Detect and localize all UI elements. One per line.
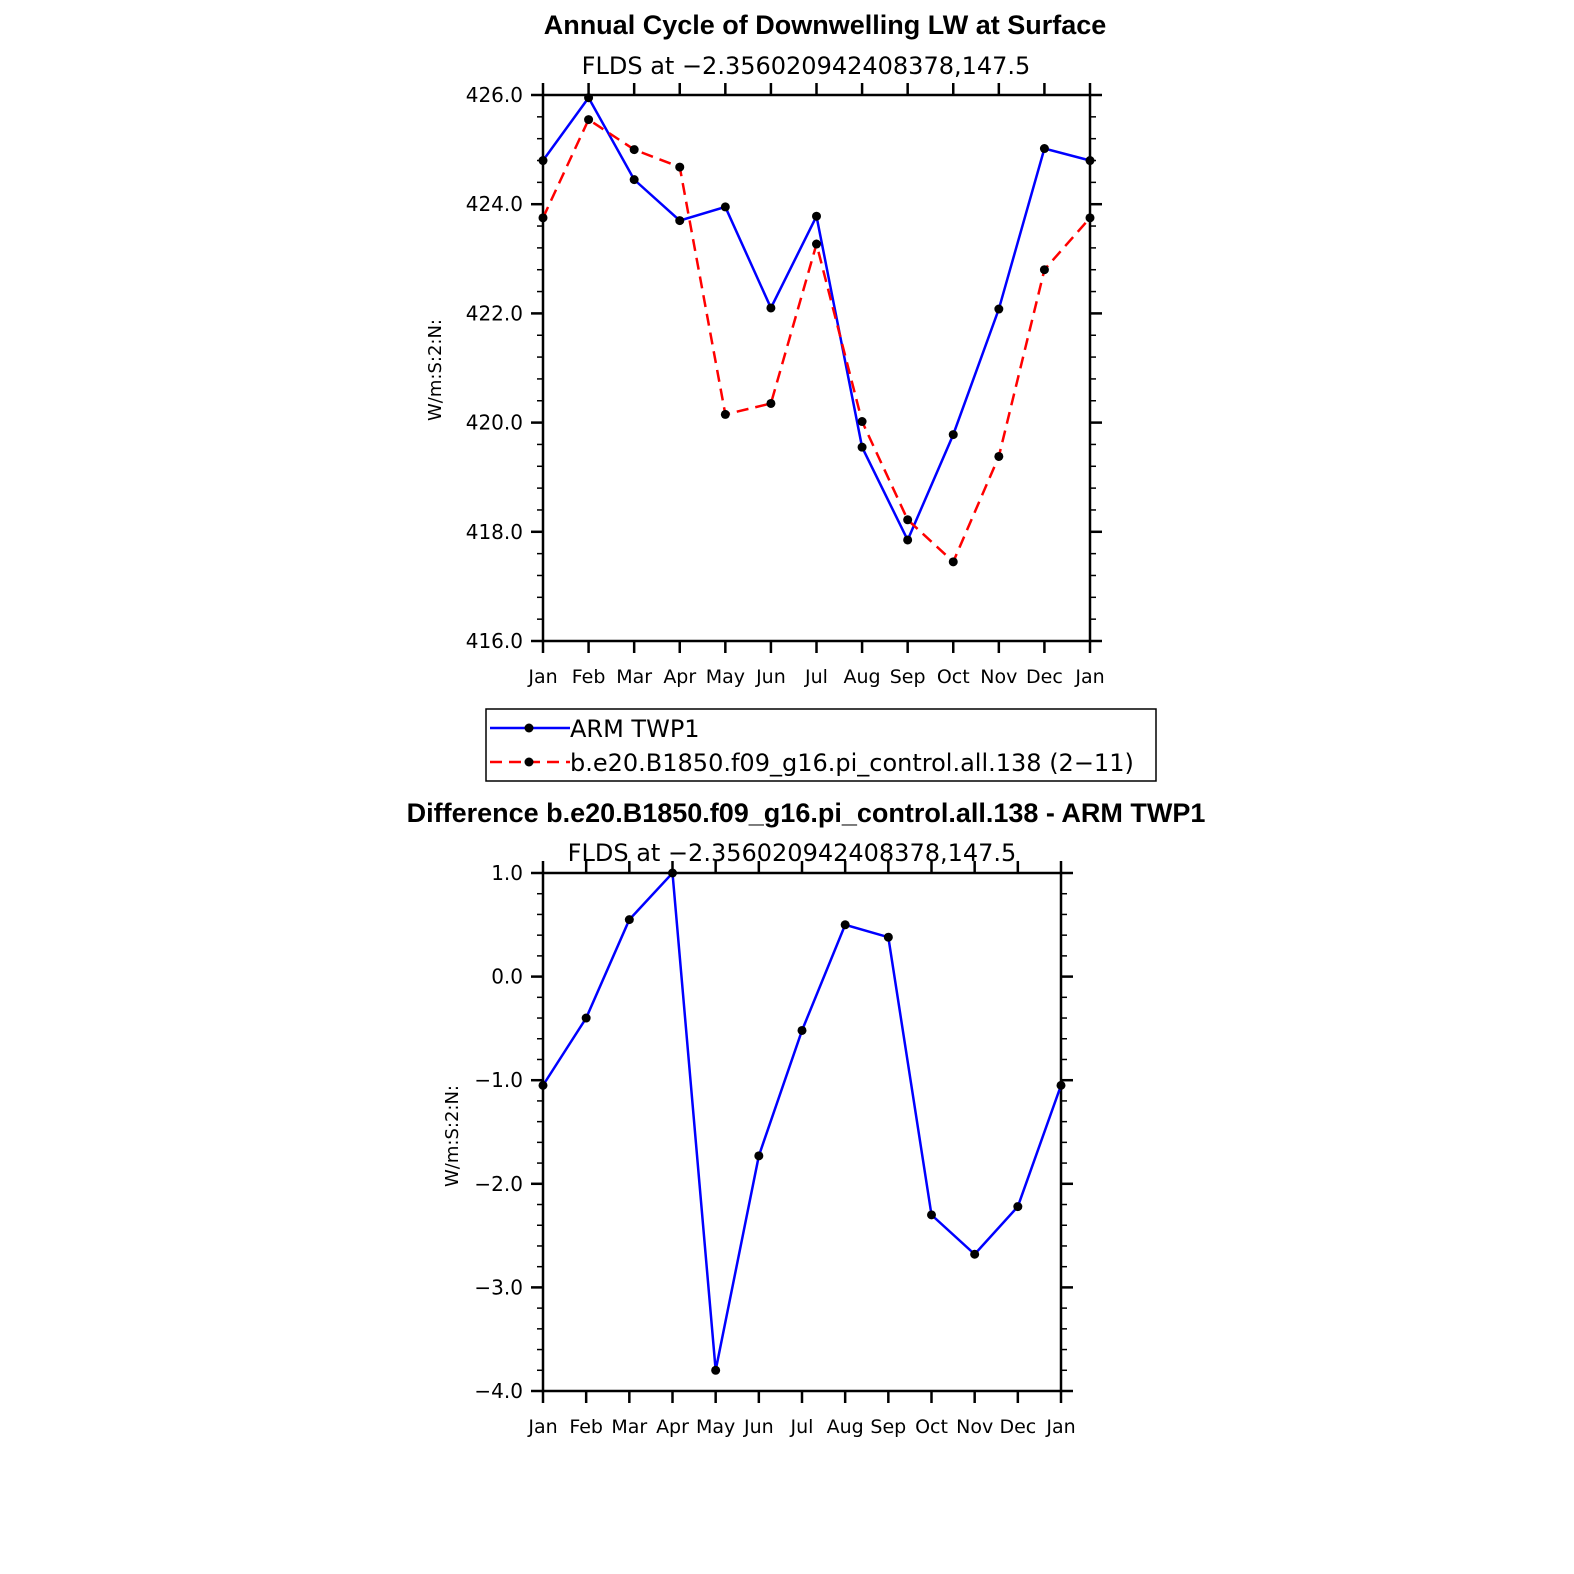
bottom-chart-subtitle: FLDS at −2.356020942408378,147.5	[567, 839, 1017, 867]
x-tick-label: Apr	[656, 1416, 689, 1438]
x-tick-label: Jan	[528, 1416, 558, 1438]
series-0-point	[970, 1250, 979, 1259]
series-0-point	[584, 93, 593, 102]
x-tick-label: Nov	[980, 666, 1018, 688]
x-tick-label: Jul	[790, 1416, 814, 1438]
series-1-point	[949, 557, 958, 566]
x-tick-label: Aug	[826, 1416, 864, 1438]
x-tick-label: Mar	[616, 666, 653, 688]
series-line-0	[543, 98, 1090, 540]
series-0-point	[625, 915, 634, 924]
series-1-point	[539, 213, 548, 222]
top-chart-legend	[486, 709, 1156, 781]
plot-frame	[543, 95, 1090, 641]
series-0-point	[630, 175, 639, 184]
bottom-chart-title: Difference b.e20.B1850.f09_g16.pi_control.all.138 - ARM TWP1	[406, 798, 1206, 828]
bottom-plot-area	[474, 861, 1075, 1438]
series-0-point	[994, 305, 1003, 314]
x-tick-label: Jan	[1046, 1416, 1076, 1438]
series-1-point	[812, 240, 821, 249]
y-tick-label: 426.0	[465, 83, 523, 107]
series-0-point	[927, 1210, 936, 1219]
series-0-point	[841, 920, 850, 929]
series-0-point	[949, 430, 958, 439]
y-tick-label: 422.0	[465, 301, 523, 326]
series-line-1	[543, 120, 1090, 562]
legend-label-arm: ARM TWP1	[570, 715, 700, 743]
x-tick-label: Apr	[663, 666, 697, 688]
top-chart	[425, 10, 1156, 781]
top-chart-title: Annual Cycle of Downwelling LW at Surface	[543, 10, 1107, 40]
x-tick-label: Feb	[569, 1416, 603, 1438]
series-0-point	[798, 1026, 807, 1035]
series-0-point	[539, 156, 548, 165]
series-0-point	[858, 443, 867, 452]
series-0-point	[721, 202, 730, 211]
y-tick-label: 424.0	[465, 192, 523, 217]
y-tick-label: −2.0	[474, 1171, 523, 1196]
legend-label-model: b.e20.B1850.f09_g16.pi_control.all.138 (2−11)	[570, 749, 1134, 777]
x-tick-label: Aug	[843, 666, 881, 688]
plot-frame	[543, 873, 1061, 1391]
y-tick-label: −1.0	[474, 1068, 523, 1093]
series-0-point	[754, 1151, 763, 1160]
series-0-point	[1086, 156, 1095, 165]
y-tick-label: 420.0	[465, 410, 523, 435]
series-0-point	[1013, 1202, 1022, 1211]
top-chart-y-axis-label: W/m:S:2:N:	[425, 319, 446, 421]
bottom-chart	[407, 798, 1206, 1438]
series-1-point	[994, 452, 1003, 461]
x-tick-label: Oct	[936, 666, 970, 688]
y-tick-label: 416.0	[465, 629, 523, 653]
y-tick-label: 418.0	[465, 519, 523, 544]
x-tick-label: Sep	[889, 666, 926, 688]
x-tick-label: May	[696, 1416, 736, 1438]
series-1-point	[1086, 213, 1095, 222]
series-0-point	[766, 303, 775, 312]
x-tick-label: Nov	[956, 1416, 994, 1438]
series-0-point	[582, 1014, 591, 1023]
x-tick-label: Feb	[571, 666, 606, 688]
series-1-point	[1040, 265, 1049, 274]
x-tick-label: Jun	[743, 1416, 774, 1438]
series-1-point	[630, 145, 639, 154]
y-tick-label: 0.0	[491, 964, 523, 989]
legend-marker-model	[525, 758, 534, 767]
x-tick-label: Mar	[611, 1416, 648, 1438]
x-tick-label: Dec	[999, 1416, 1037, 1438]
x-tick-label: Sep	[870, 1416, 907, 1438]
series-0-point	[1040, 144, 1049, 153]
series-0-point	[812, 212, 821, 221]
series-0-point	[1057, 1081, 1066, 1090]
series-1-point	[675, 163, 684, 172]
y-tick-label: −3.0	[474, 1275, 523, 1300]
x-tick-label: Jul	[805, 666, 828, 688]
top-chart-subtitle: FLDS at −2.356020942408378,147.5	[581, 52, 1031, 80]
series-1-point	[766, 399, 775, 408]
series-1-point	[903, 515, 912, 524]
x-tick-label: Oct	[915, 1416, 948, 1438]
series-1-point	[721, 410, 730, 419]
series-0-point	[903, 535, 912, 544]
series-0-point	[884, 933, 893, 942]
series-0-point	[675, 216, 684, 225]
x-tick-label: May	[705, 666, 745, 688]
top-plot-area	[466, 83, 1105, 688]
x-tick-label: Dec	[1026, 666, 1063, 688]
y-tick-label: 1.0	[491, 861, 523, 885]
legend-marker-arm	[525, 724, 534, 733]
y-tick-label: −4.0	[474, 1379, 523, 1403]
x-tick-label: Jan	[1075, 666, 1105, 688]
series-1-point	[858, 417, 867, 426]
series-line-0	[543, 873, 1061, 1370]
x-tick-label: Jun	[756, 666, 786, 688]
series-1-point	[584, 115, 593, 124]
bottom-chart-y-axis-label: W/m:S:2:N:	[442, 1085, 463, 1187]
series-0-point	[539, 1081, 548, 1090]
series-0-point	[668, 869, 677, 878]
x-tick-label: Jan	[528, 666, 558, 688]
series-0-point	[711, 1366, 720, 1375]
